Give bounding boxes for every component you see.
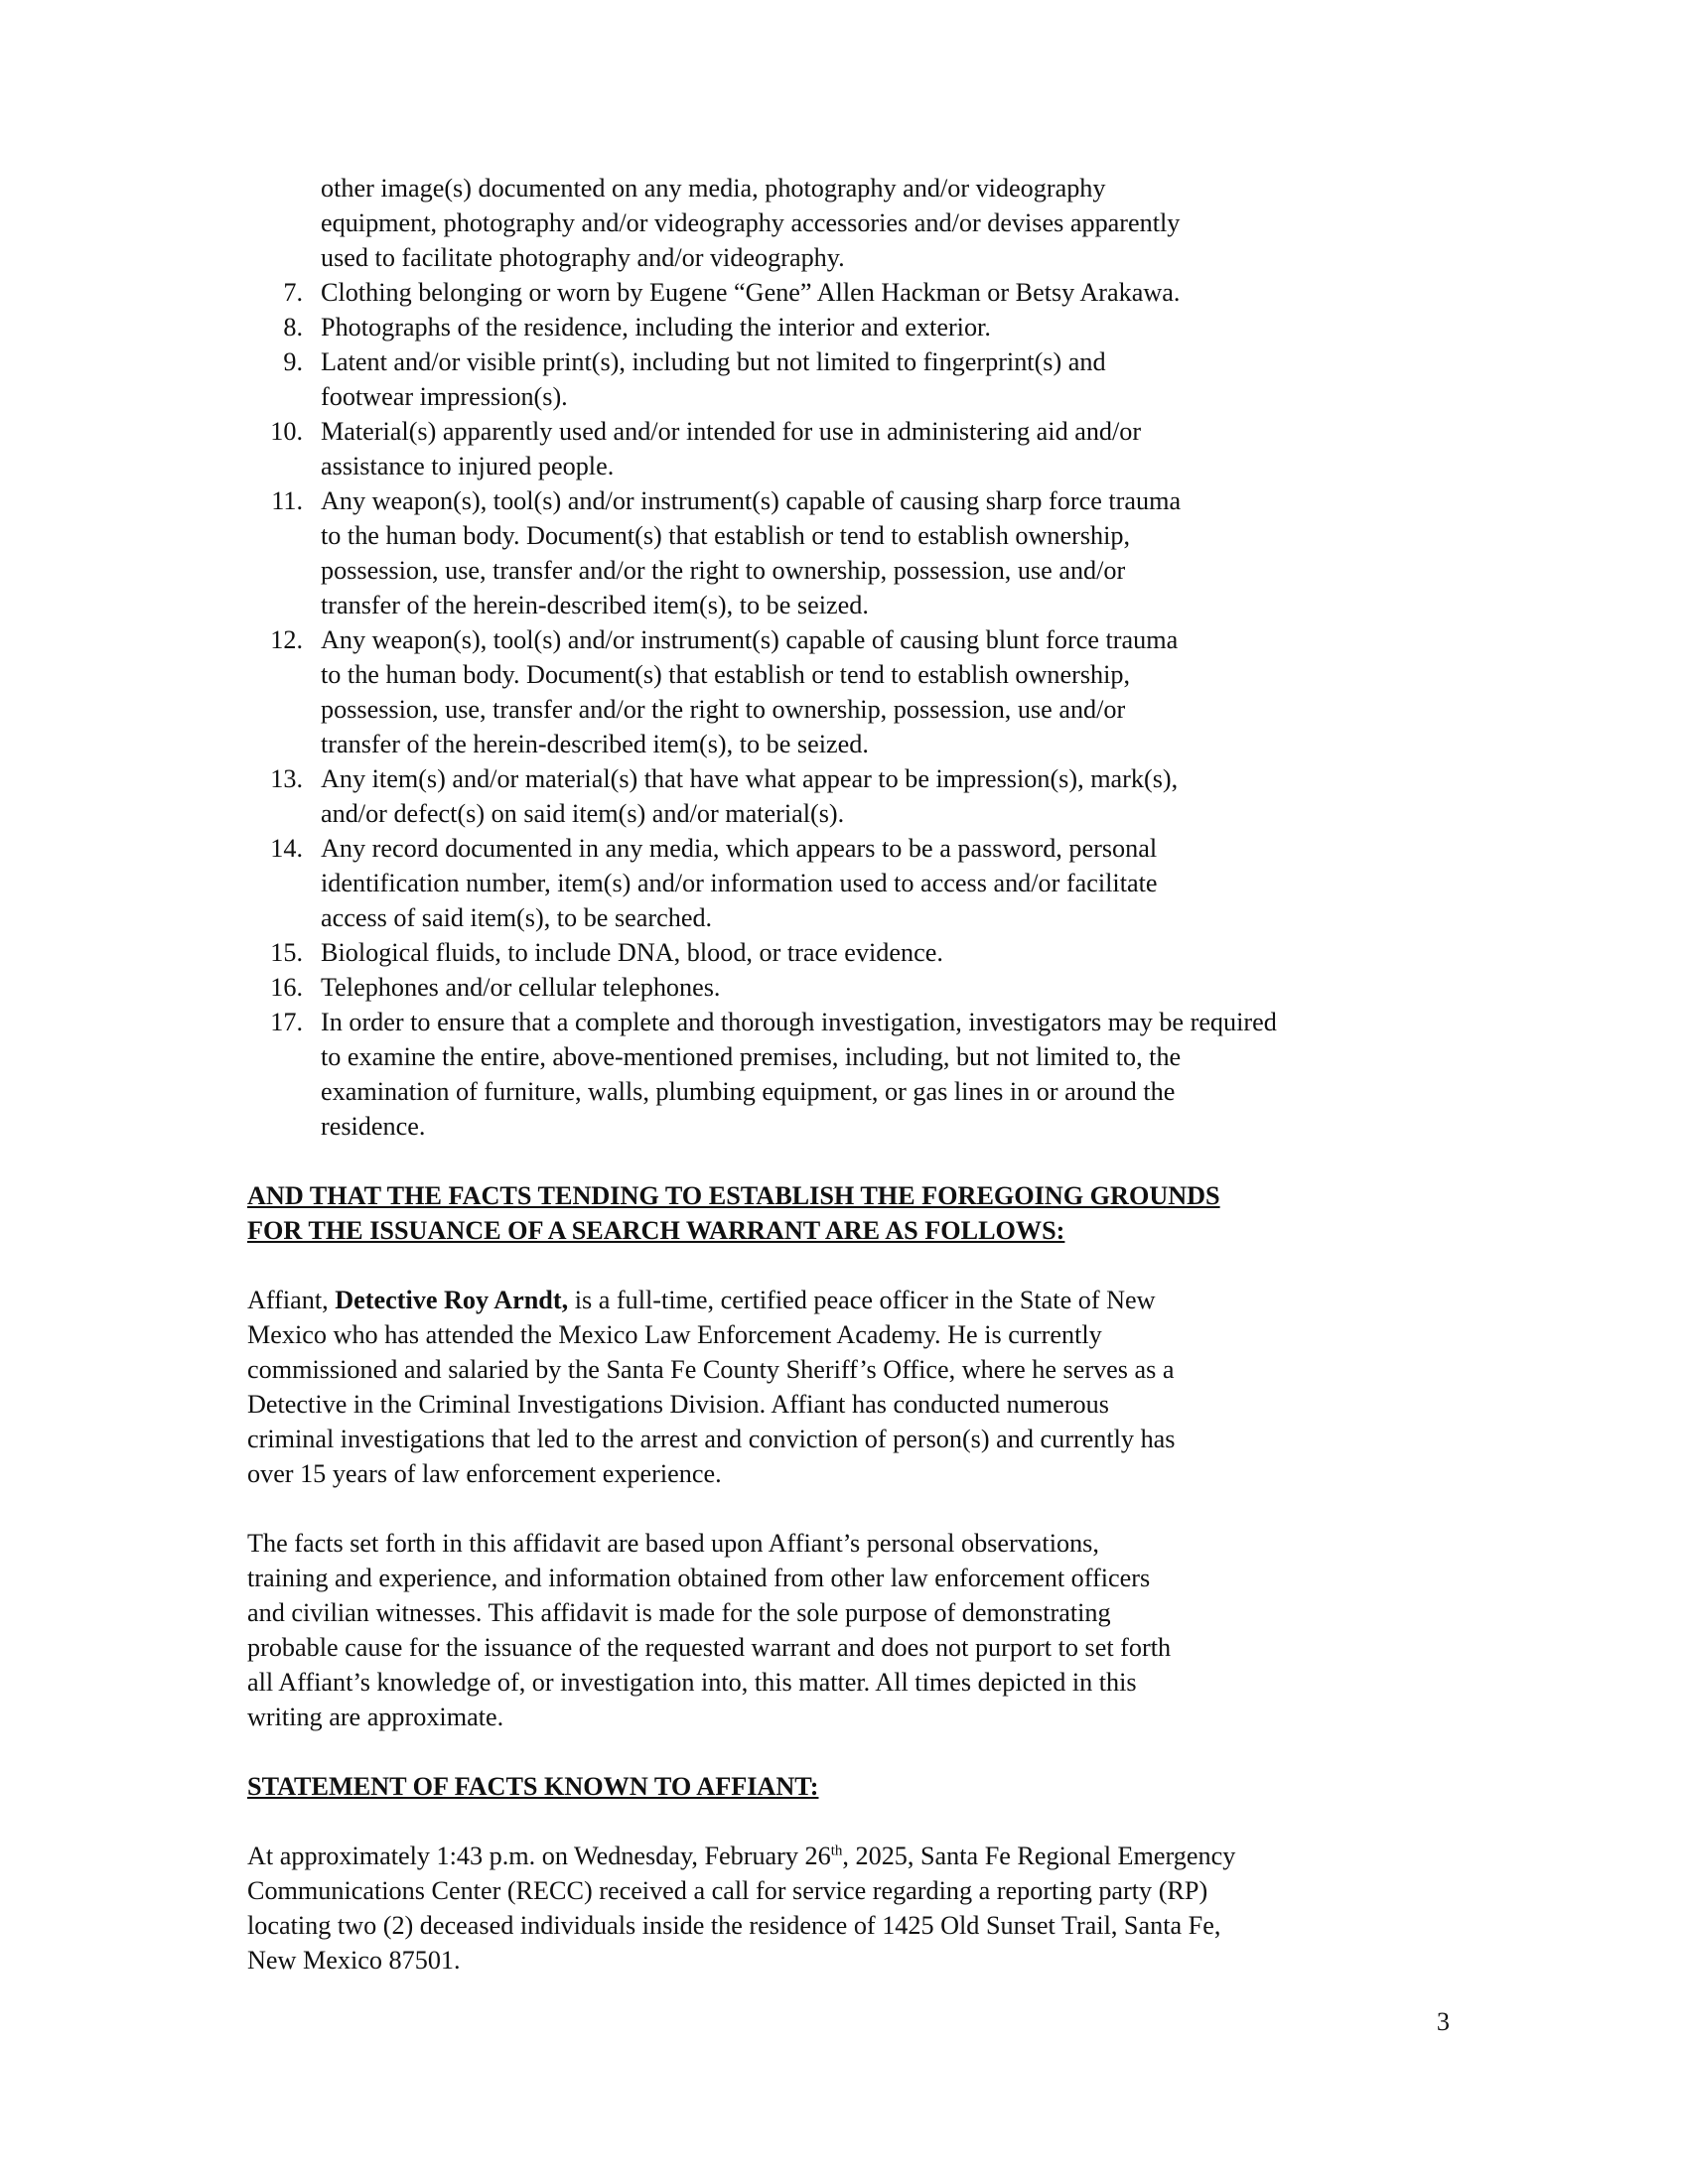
page-number: 3 [1436,2007,1450,2036]
list-item-number: 10. [270,417,303,446]
list-item-number: 12. [270,625,303,654]
text-line: Mexico who has attended the Mexico Law Enforcement Academy. He is currently [247,1320,1102,1349]
text-line: transfer of the herein-described item(s), to be seized. [321,730,869,758]
list-item-11 [247,483,1478,622]
list-item-number: 16. [270,973,303,1002]
text-line: possession, use, transfer and/or the right to ownership, possession, use and/or [321,695,1126,724]
text-line: to examine the entire, above-mentioned premises, including, but not limited to, the [321,1042,1182,1071]
text-line: identification number, item(s) and/or information used to access and/or facilitate [321,869,1158,897]
text-line: The facts set forth in this affidavit are based upon Affiant’s personal observations, [247,1529,1099,1558]
text-line: access of said item(s), to be searched. [321,903,713,932]
text-line: Communications Center (RECC) received a call for service regarding a reporting party (RP) [247,1876,1208,1905]
text-line: In order to ensure that a complete and thorough investigation, investigators may be required [321,1008,1277,1036]
list-item-number: 15. [270,938,303,967]
section-heading-grounds [247,1178,1478,1248]
text-line: used to facilitate photography and/or videography. [321,243,845,272]
text-line: Any weapon(s), tool(s) and/or instrument(s) capable of causing sharp force trauma [321,486,1182,515]
spacer [247,1804,1478,1839]
spacer [247,1248,1478,1283]
text-line: Photographs of the residence, including the interior and exterior. [321,313,991,341]
text-line: and/or defect(s) on said item(s) and/or material(s). [321,799,845,828]
text-line: footwear impression(s). [321,382,568,411]
list-item-number: 13. [270,764,303,793]
list-item-8 [247,310,1478,344]
spacer [247,1491,1478,1526]
list-item-16 [247,970,1478,1005]
text-line: Telephones and/or cellular telephones. [321,973,721,1002]
text-line: over 15 years of law enforcement experience. [247,1459,722,1488]
text-line: transfer of the herein-described item(s), to be seized. [321,591,869,619]
list-item-number: 14. [270,834,303,863]
list-item-number: 11. [271,486,303,515]
text-line: residence. [321,1112,426,1141]
text-line: and civilian witnesses. This affidavit is made for the sole purpose of demonstrating [247,1598,1111,1627]
list-item-number: 17. [270,1008,303,1036]
affiant-paragraph [247,1283,1478,1491]
list-item-13 [247,761,1478,831]
text-line: New Mexico 87501. [247,1946,461,1975]
text-line: Material(s) apparently used and/or intended for use in administering aid and/or [321,417,1142,446]
text-line: Any item(s) and/or material(s) that have what appear to be impression(s), mark(s), [321,764,1179,793]
text-line: criminal investigations that led to the arrest and conviction of person(s) and currently has [247,1425,1176,1453]
text-line: locating two (2) deceased individuals inside the residence of 1425 Old Sunset Trail, Santa Fe, [247,1911,1221,1940]
list-item-10 [247,414,1478,483]
list-item-14 [247,831,1478,935]
spacer [247,1734,1478,1769]
ordinal-superscript: th [830,1843,843,1859]
statement-paragraph [247,1839,1478,1978]
list-item-number: 9. [283,347,303,376]
text-line: all Affiant’s knowledge of, or investigation into, this matter. All times depicted in this [247,1668,1137,1697]
list-item-15 [247,935,1478,970]
text-line: writing are approximate. [247,1703,504,1731]
document-page [247,171,1478,1978]
text-line: examination of furniture, walls, plumbing equipment, or gas lines in or around the [321,1077,1176,1106]
list-item-7 [247,275,1478,310]
text-line: to the human body. Document(s) that establish or tend to establish ownership, [321,660,1131,689]
text-line: other image(s) documented on any media, photography and/or videography [321,174,1106,203]
spacer [247,1144,1478,1178]
heading-line: AND THAT THE FACTS TENDING TO ESTABLISH THE FOREGOING GROUNDS [247,1181,1220,1210]
text-line: training and experience, and information obtained from other law enforcement officers [247,1564,1151,1592]
text-line: Any record documented in any media, which appears to be a password, personal [321,834,1158,863]
text-span: , 2025, Santa Fe Regional Emergency [842,1842,1236,1870]
section-heading-statement: STATEMENT OF FACTS KNOWN TO AFFIANT: [247,1772,819,1801]
text-line: to the human body. Document(s) that establish or tend to establish ownership, [321,521,1131,550]
list-item-number: 8. [283,313,303,341]
text-line: Biological fluids, to include DNA, blood, or trace evidence. [321,938,943,967]
list-item-9 [247,344,1478,414]
heading-line: FOR THE ISSUANCE OF A SEARCH WARRANT ARE AS FOLLOWS: [247,1216,1065,1245]
text-line: Detective in the Criminal Investigations Division. Affiant has conducted numerous [247,1390,1109,1419]
evidence-list [247,275,1478,1144]
text-line: assistance to injured people. [321,452,615,480]
item-6-continuation [247,171,1478,275]
text-line: probable cause for the issuance of the requested warrant and does not purport to set forth [247,1633,1172,1662]
affiant-prefix: Affiant, [247,1286,336,1314]
list-item-number: 7. [283,278,303,307]
list-item-12 [247,622,1478,761]
list-item-17 [247,1005,1478,1144]
text-line: Latent and/or visible print(s), including but not limited to fingerprint(s) and [321,347,1106,376]
text-line: equipment, photography and/or videography accessories and/or devises apparently [321,208,1181,237]
text-line: Any weapon(s), tool(s) and/or instrument(s) capable of causing blunt force trauma [321,625,1179,654]
affiant-name: Detective Roy Arndt, [335,1286,569,1314]
text-span: is a full-time, certified peace officer in the State of New [568,1286,1156,1314]
text-line: Clothing belonging or worn by Eugene “Gene” Allen Hackman or Betsy Arakawa. [321,278,1181,307]
text-line: commissioned and salaried by the Santa Fe County Sheriff’s Office, where he serves as a [247,1355,1175,1384]
facts-paragraph [247,1526,1478,1734]
text-span: At approximately 1:43 p.m. on Wednesday, February 26 [247,1842,831,1870]
text-line: possession, use, transfer and/or the right to ownership, possession, use and/or [321,556,1126,585]
